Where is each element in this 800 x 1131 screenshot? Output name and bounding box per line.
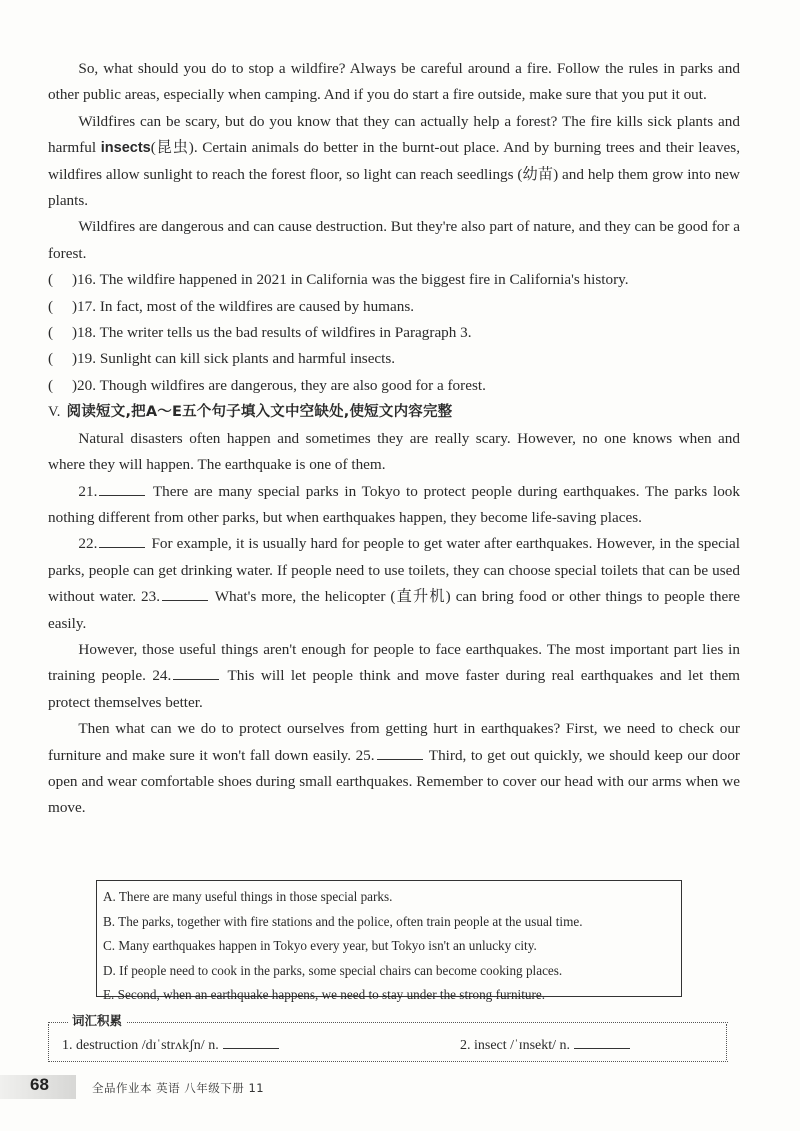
- options-box: [96, 880, 682, 1003]
- page-number: 68: [30, 1075, 49, 1094]
- section-title: V. 阅读短文,把A～E五个句子填入文中空缺处,使短文内容完整: [48, 404, 453, 421]
- vocab-blank-2[interactable]: [574, 1036, 630, 1049]
- question-18[interactable]: ( )18. The writer tells us the bad results of wildfires in Paragraph 3.: [48, 324, 472, 342]
- paragraph-25: Then what can we do to protect ourselves from getting hurt in earthquakes? First, we need to check our furniture and make sure it won't fall down easily. 25. Third, to get out quickly, we should keep our door open and wear comfortable shoes during small earthquakes. Remember to cover our head with our arms when we move.: [48, 720, 740, 817]
- question-16[interactable]: ( )16. The wildfire happened in 2021 in California was the biggest fire in California's history.: [48, 271, 629, 289]
- paragraph-21: 21. There are many special parks in Tokyo to protect people during earthquakes. The parks look nothing different from other parks, but when earthquakes happen, they become life-saving places.: [48, 482, 740, 526]
- vocab-box: [48, 1013, 728, 1062]
- vocab-blank-1[interactable]: [223, 1036, 279, 1049]
- page-footer: [0, 1072, 800, 1100]
- option-a: A. There are many useful things in those special parks.: [103, 889, 393, 904]
- question-19[interactable]: ( )19. Sunlight can kill sick plants and harmful insects.: [48, 350, 396, 368]
- paragraph-wildfire-nature: Wildfires are dangerous and can cause destruction. But they're also part of nature, and they can be good for a forest.: [48, 218, 740, 262]
- main-content: [48, 56, 740, 822]
- question-20[interactable]: ( )20. Though wildfires are dangerous, they are also good for a forest.: [48, 376, 486, 394]
- option-e: E. Second, when an earthquake happens, we need to stay under the strong furniture.: [103, 987, 546, 1003]
- paragraph-natural-disasters: Natural disasters often happen and sometimes they are really scary. However, no one knows when and where they will happen. The earthquake is one of them.: [48, 429, 740, 474]
- blank-25[interactable]: [377, 745, 423, 760]
- keyword-insects: insects: [100, 140, 151, 157]
- book-title: 全品作业本 英语 八年级下册 11: [92, 1081, 265, 1095]
- option-b: B. The parks, together with fire stations and the police, often train people at the usual time.: [103, 913, 583, 929]
- blank-23[interactable]: [162, 586, 208, 601]
- blank-21[interactable]: [99, 481, 145, 496]
- paragraph-24: However, those useful things aren't enough for people to face earthquakes. The most important part lies in training people. 24. This will let people think and move faster during real earthquakes and let them protect themselves better.: [48, 640, 740, 711]
- blank-24[interactable]: [173, 665, 219, 680]
- paragraph-stop-wildfire: So, what should you do to stop a wildfire? Always be careful around a fire. Follow the rules in parks and other public areas, especially when camping. And if you do start a fire outside, make sure that you put it out.: [48, 60, 740, 104]
- paragraph-22-23: 22. For example, it is usually hard for people to get water after earthquakes. However, in the special parks, people can get drinking water. If people need to use toilets, they can choose special toilets that can be used without water. 23. What's more, the helicopter (直升机) can bring food or other things to people there easily.: [48, 535, 741, 632]
- blank-22[interactable]: [99, 533, 145, 548]
- option-d: D. If people need to cook in the parks, some special chairs can become cooking places.: [103, 962, 563, 978]
- vocab-item-2: 2. insect /ˈɪnsekt/ n.: [460, 1036, 630, 1054]
- vocab-item-1: 1. destruction /dɪˈstrʌkʃn/ n.: [62, 1036, 279, 1054]
- paragraph-wildfire-help: Wildfires can be scary, but do you know that they can actually help a forest? The fire kills sick plants and harmful insects(昆虫). Certain animals do better in the burnt-out place. And by burning trees and their leaves, wildfires allow sunlight to reach the forest floor, so light can reach seedlings (幼苗) and help them grow into new plants.: [48, 112, 740, 210]
- question-17[interactable]: ( )17. In fact, most of the wildfires are caused by humans.: [48, 297, 415, 315]
- vocab-title: 词汇积累: [68, 1011, 126, 1029]
- option-c: C. Many earthquakes happen in Tokyo every year, but Tokyo isn't an unlucky city.: [103, 938, 537, 954]
